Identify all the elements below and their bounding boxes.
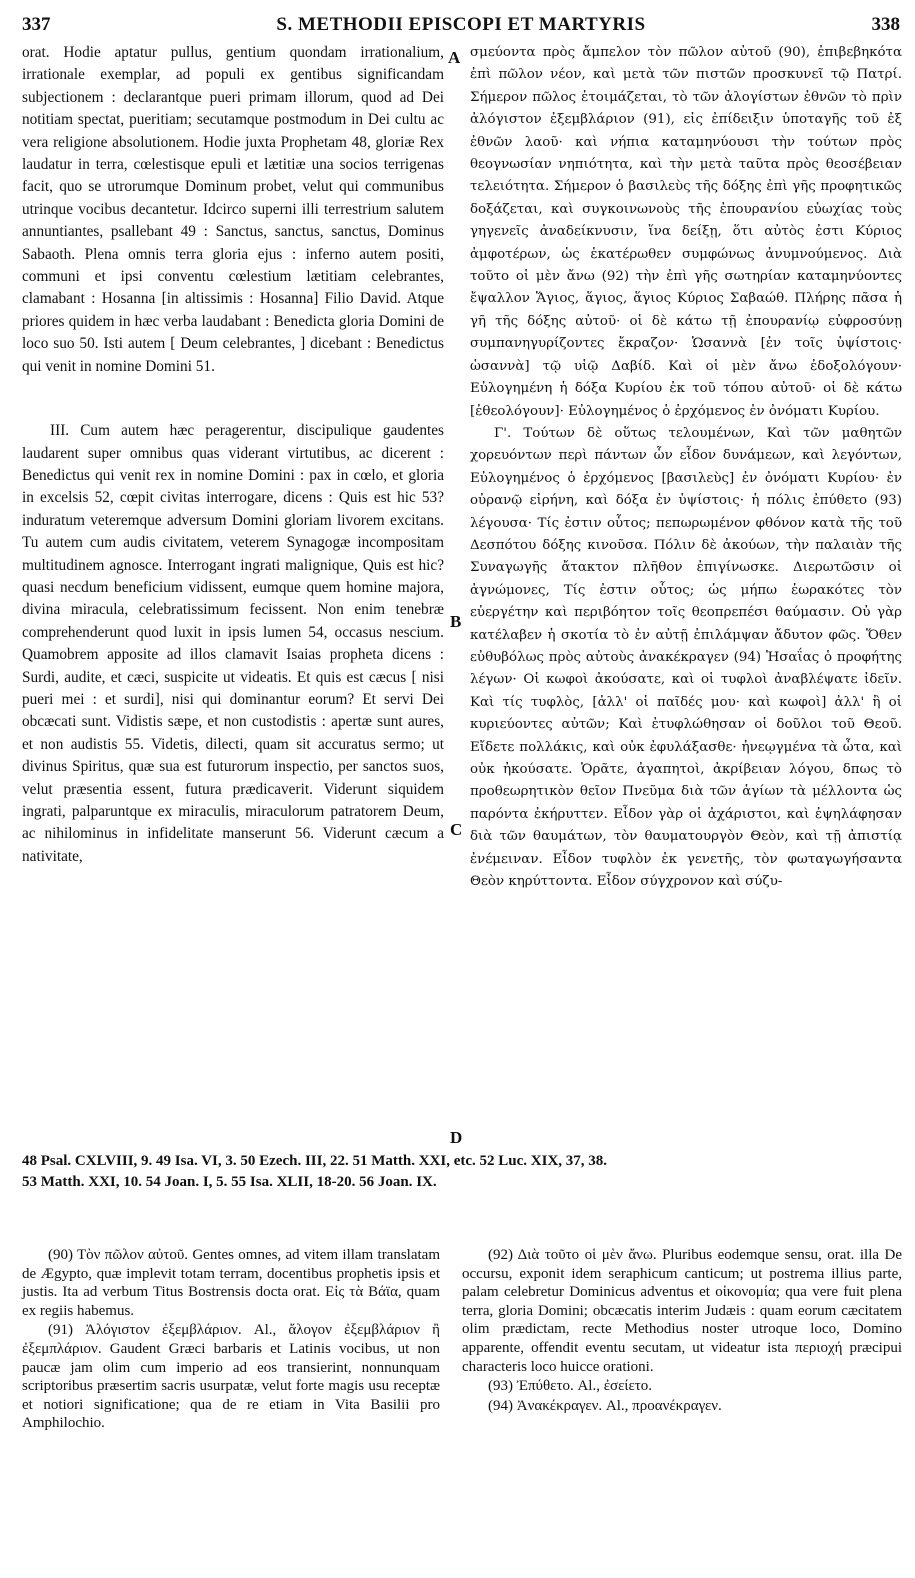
margin-letter: C xyxy=(450,820,463,839)
reference-line: 53 Matth. XXI, 10. 54 Joan. I, 5. 55 Isa. XLII, 18-20. 56 Joan. IX. xyxy=(22,1174,437,1190)
running-title: S. METHODII EPISCOPI ET MARTYRIS xyxy=(276,14,646,35)
latin-paragraph: orat. Hodie aptatur pullus, gentium quondam irrationalium, irrationale exemplar, ad populi ex gentibus significandam subjectionem : declarantque pueri primam illorum, quod ad Dei notitiam spectat, pueritiam; secutamque postmodum in Dei cultu ac vera religione absolutionem. Hodie juxta Prophetam 48, gloriæ Rex laudatur in terra, cœlestisque epuli et lætitiæ una socios terrigenas facit, quo se utrorumque Dominum probet, velut qui communibus utrinque vocibus decantetur. Idcirco superni illi terrestrium salutem annuntiantes, psallebant 49 : Sanctus, sanctus, sanctus, Dominus Sabaoth. Plena omnis terra gloria ejus : inferno autem positi, communi et ipsi conventu cœlestium lætitiam celebrantes, clamabant : Hosanna [in altissimis : Hosanna] Filio David. Atque priores quidem in hæc verba laudabant : Benedicta gloria Domini de loco suo 50. Isti autem [ Deum celebrantes, ] dicebant : Benedictus qui venit in nomine Domini 51. xyxy=(22,44,444,375)
greek-paragraph: σμεύοντα πρὸς ἄμπελον τὸν πῶλον αὐτοῦ (90), ἐπιβεβηκότα ἐπὶ πῶλον νέον, καὶ μετὰ τῶν πιστῶν προσκυνεῖ τῷ Πατρί. Σήμερον πῶλος ἑτοιμάζεται, τὸ τῶν ἀλογίστων ἐθνῶν τὸ πρὶν ἀλόγιστον ἐξεμβλάριον (91), εἰς ἐπίδειξιν ὑποταγῆς τοῦ ἐξ ἐθνῶν λαοῦ· καὶ νήπια καταμηνύουσι τὴν τούτων πρὸς θεογνωσίαν νηπιότητα, καὶ τὴν μετὰ ταῦτα πρὸς θεοσέβειαν τελειότητα. Σήμερον ὁ βασιλεὺς τῆς δόξης ἐπὶ γῆς προφητικῶς δοξάζεται, καὶ συγκοινωνοὺς τῆς ἐπουρανίου εὐωχίας τοὺς γηγενεῖς ἀναδείκνυσιν, ἵνα δείξῃ, ὅτι αὐτὸς ἐστι Κύριος ἀμφοτέρων, ὡς ἑκατέρωθεν συμφώνως ἀνυμνούμενος. Διὰ τοῦτο οἱ μὲν ἄνω (92) τὴν ἐπὶ γῆς σωτηρίαν καταμηνύοντες ἔψαλλον Ἅγιος, ἅγιος, ἅγιος Κύριος Σαβαώθ. Πλήρης πᾶσα ἡ γῆ τῆς δόξης αὐτοῦ· οἱ δὲ κάτω τῇ ἐπουρανίῳ εὐφροσύνῃ συμπανηγυρίζοντες ἔκραζον· Ὡσαννὰ [ἐν τοῖς ὑψίστοις· ὡσαννὰ] τῷ υἱῷ Δαβίδ. Καὶ οἱ μὲν ἄνω ἐδοξολόγουν· Εὐλογημένη ἡ δόξα Κυρίου ἐκ τοῦ τόπου αὐτοῦ· οἱ δὲ κάτω [ἐθεολόγουν]· Εὐλογημένος ὁ ἐρχόμενος ἐν ὀνόματι Κυρίου. xyxy=(470,45,902,419)
reference-line: 48 Psal. CXLVIII, 9. 49 Isa. VI, 3. 50 Ezech. III, 22. 51 Matth. XXI, etc. 52 Luc. XIX, 37, 38. xyxy=(22,1153,608,1169)
footnote: (94) Ἀνακέκραγεν. Al., προανέκραγεν. xyxy=(488,1397,722,1414)
footnote: (92) Διὰ τοῦτο οἱ μὲν ἄνω. Pluribus eodemque sensu, orat. illa De occursu, exponit idem seraphicum canticum; ut postrema illius parte, palam celebretur Dominicus adventus et οἰκονομία; qua vere fuit plena terra, gloria Domini; obcæcatis interim Judæis : quam eorum cæcitatem olim prædictam, recte Methodius noster utroque loco, Domino apparente, offendit eventu secutam, ut videatur ista περιοχή præcipui characteris loco huicce orationi. xyxy=(462,1247,902,1375)
page-number-right: 338 xyxy=(871,14,900,35)
footnote: (90) Τὸν πῶλον αὐτοῦ. Gentes omnes, ad vitem illam translatam de Ægypto, quæ implevit totam terram, docentibus prophetis ipsis et justis. Ita ad verbum Titus Bostrensis docta orat. Εἰς τὰ Βάϊα, quam ex regiis habemus. xyxy=(22,1247,440,1319)
margin-letter: A xyxy=(448,48,461,67)
footnote: (91) Ἀλόγιστον ἐξεμβλάριον. Al., ἄλογον ἐξεμβλάριον ἢ ἐξεμπλάριον. Gaudent Græci barbaris et Latinis vocibus, ut non paucæ jam olim cum imperio ad eos transierint, nonnunquam scriptoribus præsertim sacris usurpatæ, velut forte magis usu receptæ et notiori significatione; qua de re etiam in Vita Basilii pro Amphilochio. xyxy=(22,1322,440,1432)
margin-letter: D xyxy=(450,1128,463,1147)
greek-paragraph: Γ'. Τούτων δὲ οὕτως τελουμένων, Καὶ τῶν μαθητῶν χορευόντων περὶ πάντων ὧν εἶδον δυνάμεων, καὶ λεγόντων, Εὐλογημένος ὁ ἐρχόμενος [βασιλεὺς] ἐν ὀνόματι Κυρίου· ἐν οὐρανῷ εἰρήνη, καὶ δόξα ἐν ὑψίστοις· ἡ πόλις ἐπύθετο (93) λέγουσα· Τίς ἐστιν οὗτος; πεπωρωμένον φθόνον κατὰ τῆς τοῦ Δεσπότου δόξης κινοῦσα. Πόλιν δὲ ἀκούων, τὴν παλαιὰν τῆς Συναγωγῆς ἄτακτον πλῆθον ἐπιγίνωσκε. Διερωτῶσιν οἱ ἀγνώμονες, Τίς ἐστιν οὗτος; ὡς μήπω ἑωρακότες τὸν εὐεργέτην καὶ περιβόητον τοῖς θεοπρεπέσι θαύμασιν. Οὐ γὰρ κατέλαβεν ἡ σκοτία τὸ ἐν αὐτῇ ἐπιλάμψαν ἄδυτον φῶς. Ὅθεν εὐθυβόλως πρὸς αὐτοὺς ἀνακέκραγεν (94) Ἡσαΐας ὁ προφήτης λέγων· Οἱ κωφοὶ ἀκούσατε, καὶ οἱ τυφλοὶ ἀναβλέψατε ἰδεῖν. Καὶ τίς τυφλὸς, [ἀλλ' οἱ παῖδές μου· καὶ κωφοὶ] ἀλλ' ἢ οἱ κυριεύοντες αὐτῶν; Καὶ ἐτυφλώθησαν οἱ δοῦλοι τοῦ Θεοῦ. Εἴδετε πολλάκις, καὶ οὐκ ἐφυλάξασθε· ἠνεῳγμένα τὰ ὦτα, καὶ οὐκ ἠκούσατε. Ὁρᾶτε, ἀγαπητοὶ, ἀκρίβειαν λόγου, δπως τὸ προθεωρητικὸν θεῖον Πνεῦμα διὰ τῶν ἁγίων τὰ μέλλοντα ὡς παρόντα ἐκήρυττεν. Εἶδον γὰρ οἱ ἀχάριστοι, καὶ ἐψηλάφησαν διὰ τῶν θαυμάτων, τὸν θαυματουργὸν Θεὸν, καὶ τῇ ἀπιστίᾳ ἐνέμειναν. Εἶδον τυφλὸν ἐκ γενετῆς, τὸν φωταγωγήσαντα Θεὸν κηρύττοντα. Εἶδον σύγχρονον καὶ σύζυ- xyxy=(470,425,902,890)
margin-letter: B xyxy=(450,612,462,631)
latin-paragraph: III. Cum autem hæc peragerentur, discipulique gaudentes laudarent super omnibus quas viderant virtutibus, ac dicerent : Benedictus qui venit rex in nomine Domini : pax in cœlo, et gloria in excelsis 52, cœpit civitas interrogare, dicens : Quis est hic 53? induratum veteremque adversum Domini gloriam livorem excitans. Tu autem cum audis civitatem, veterem Synagogæ incompositam multitudinem agnosce. Interrogant ingrati malignique, Quis est hic? quasi necdum beneficium vidissent, eumque quem homine majora, divina miracula, celebratissimum fecissent. Non enim tenebræ comprehenderunt quod luxit in ipsis lumen 54, occasus nescium. Quamobrem apposite ad illos clamavit Isaias propheta dicens : Surdi, audite, et cæci, suspicite ut videatis. Et quis est cæcus [ nisi pueri mei : et surdi], nisi qui dominantur eorum? Et servi Dei obcæcati sunt. Vidistis sæpe, et non custodistis : apertæ sunt aures, et non audistis 55. Videtis, dilecti, quam sit accuratus sermo; ut divinus Spiritus, quæ sua est futurorum inspectio, per sanctos suos, velut præsentia essent, futura prædicaverit. Viderunt siquidem ingrati, palparuntque ex miraculis, miraculorum patratorem Deum, ac nihilominus in infidelitate manserunt 56. Viderunt cæcum a nativitate, xyxy=(22,422,444,865)
footnote: (93) Ἐπύθετο. Al., ἐσείετο. xyxy=(488,1378,653,1395)
page-number-left: 337 xyxy=(22,14,51,35)
latin-column xyxy=(22,42,444,868)
scripture-references xyxy=(22,1151,902,1193)
greek-column xyxy=(470,42,902,893)
notes-left-column xyxy=(22,1246,440,1434)
page-header xyxy=(22,14,900,42)
notes-right-column xyxy=(462,1246,902,1416)
